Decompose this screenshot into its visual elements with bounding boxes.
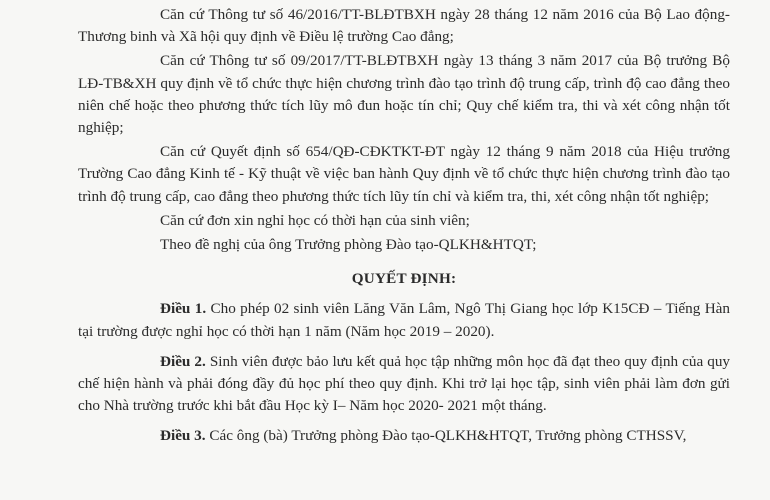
basis-paragraph-5: Theo đề nghị của ông Trưởng phòng Đào tạo-QLKH&HTQT; — [160, 236, 537, 254]
article-2-text: Sinh viên được bảo lưu kết quả học tập những môn học đã đạt theo quy định của quy chế hiện hành và phải đóng đầy đủ học phí theo quy định. Khi trở lại học tập, sinh viên phải làm đơn gửi cho Nhà trường trước khi bắt đầu Học kỳ I– Năm học 2020- 2021 một tháng. — [78, 352, 731, 415]
article-1 — [78, 298, 730, 342]
basis-paragraph-1: Căn cứ Thông tư số 46/2016/TT-BLĐTBXH ngày 28 tháng 12 năm 2016 của Bộ Lao động-Thương binh và Xã hội quy định về Điều lệ trường Cao đẳng; — [78, 6, 730, 46]
article-1-text: Cho phép 02 sinh viên Lăng Văn Lâm, Ngô Thị Giang học lớp K15CĐ – Tiếng Hàn tại trường được nghỉ học có thời hạn 1 năm (Năm học 2019 – 2020). — [78, 300, 731, 340]
decision-heading: QUYẾT ĐỊNH: — [351, 270, 457, 288]
article-2 — [78, 351, 730, 418]
basis-paragraph-2: Căn cứ Thông tư số 09/2017/TT-BLĐTBXH ngày 13 tháng 3 năm 2017 của Bộ trưởng Bộ LĐ-TB&XH quy định về tổ chức thực hiện chương trình đào tạo trình độ trung cấp, trình độ cao đẳng theo niên chế hoặc theo phương thức tích lũy mô đun hoặc tín chỉ; Quy chế kiểm tra, thi và xét công nhận tốt nghiệp; — [78, 52, 730, 137]
basis-paragraph-3: Căn cứ Quyết định số 654/QĐ-CĐKTKT-ĐT ngày 12 tháng 9 năm 2018 của Hiệu trưởng Trường Cao đẳng Kinh tế - Kỹ thuật về việc ban hành Quy định về tổ chức thực hiện chương trình đào tạo trình độ trung cấp, cao đẳng theo phương thức tích lũy tín chỉ và kiểm tra, thi, xét công nhận tốt nghiệp; — [78, 143, 730, 205]
basis-paragraph-4: Căn cứ đơn xin nghỉ học có thời hạn của sinh viên; — [160, 211, 470, 229]
article-3-text: Các ông (bà) Trưởng phòng Đào tạo-QLKH&HTQT, Trưởng phòng CTHSSV, — [205, 427, 687, 445]
article-2-title: Điều 2. — [160, 352, 206, 370]
article-3 — [78, 425, 730, 447]
article-1-title: Điều 1. — [160, 300, 207, 318]
article-3-title: Điều 3. — [160, 427, 206, 445]
